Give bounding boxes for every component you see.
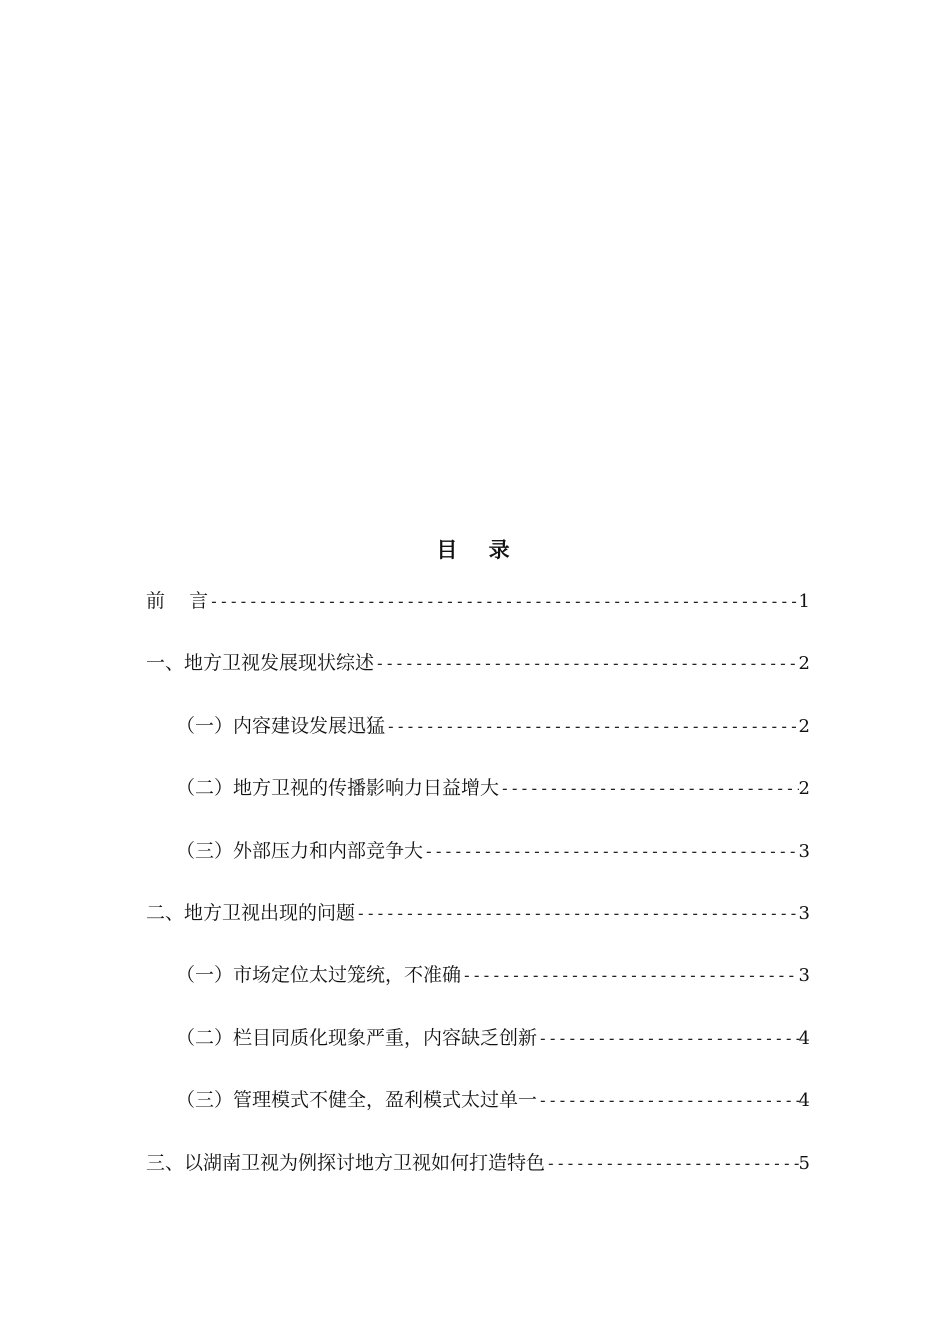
toc-entry-label: （二）栏目同质化现象严重，内容缺乏创新 bbox=[176, 1026, 538, 1049]
toc-entry-label: （三）管理模式不健全，盈利模式太过单一 bbox=[176, 1089, 538, 1112]
toc-entry-section-2-1[interactable] bbox=[146, 958, 810, 1020]
toc-page-number: 3 bbox=[798, 840, 810, 862]
toc-page-number: 2 bbox=[798, 778, 810, 800]
toc-dot-leader bbox=[208, 585, 798, 619]
toc-dot-leader bbox=[537, 1022, 799, 1056]
toc-entry-section-3[interactable] bbox=[146, 1146, 810, 1208]
toc-entry-section-1[interactable] bbox=[146, 646, 810, 708]
toc-entry-section-2-2[interactable] bbox=[146, 1021, 810, 1083]
toc-entry-section-2-3[interactable] bbox=[146, 1083, 810, 1145]
toc-list bbox=[146, 584, 810, 1208]
toc-page-number: 5 bbox=[798, 1152, 810, 1174]
toc-dot-leader bbox=[537, 1084, 799, 1118]
toc-entry-label: 二、地方卫视出现的问题 bbox=[146, 901, 356, 924]
toc-dot-leader bbox=[385, 710, 799, 744]
toc-entry-section-1-3[interactable] bbox=[146, 834, 810, 896]
toc-dot-leader bbox=[545, 1147, 799, 1181]
toc-dot-leader bbox=[374, 647, 799, 681]
toc-entry-label: （三）外部压力和内部竞争大 bbox=[176, 839, 424, 862]
toc-entry-preface[interactable] bbox=[146, 584, 810, 646]
toc-dot-leader bbox=[461, 959, 799, 993]
toc-page-number: 3 bbox=[798, 902, 810, 924]
toc-page-number: 3 bbox=[798, 965, 810, 987]
toc-entry-label: 一、地方卫视发展现状综述 bbox=[146, 652, 375, 675]
toc-entry-label: （二）地方卫视的传播影响力日益增大 bbox=[176, 777, 500, 800]
toc-entry-label: 前 言 bbox=[146, 590, 209, 612]
toc-dot-leader bbox=[355, 897, 799, 931]
toc-entry-section-1-1[interactable] bbox=[146, 709, 810, 771]
toc-dot-leader bbox=[423, 835, 799, 869]
toc-page-number: 2 bbox=[798, 715, 810, 737]
toc-entry-section-2[interactable] bbox=[146, 896, 810, 958]
toc-dot-leader bbox=[499, 772, 799, 806]
toc-page-number: 1 bbox=[798, 591, 810, 612]
toc-page-number: 4 bbox=[798, 1090, 810, 1112]
toc-entry-label: 三、以湖南卫视为例探讨地方卫视如何打造特色 bbox=[146, 1151, 546, 1174]
toc-title: 目 录 bbox=[436, 537, 522, 562]
toc-page-number: 4 bbox=[798, 1027, 810, 1049]
toc-page-number: 2 bbox=[798, 653, 810, 675]
toc-entry-label: （一）内容建设发展迅猛 bbox=[176, 714, 386, 737]
toc-entry-section-1-2[interactable] bbox=[146, 771, 810, 833]
toc-entry-label: （一）市场定位太过笼统，不准确 bbox=[176, 964, 462, 987]
